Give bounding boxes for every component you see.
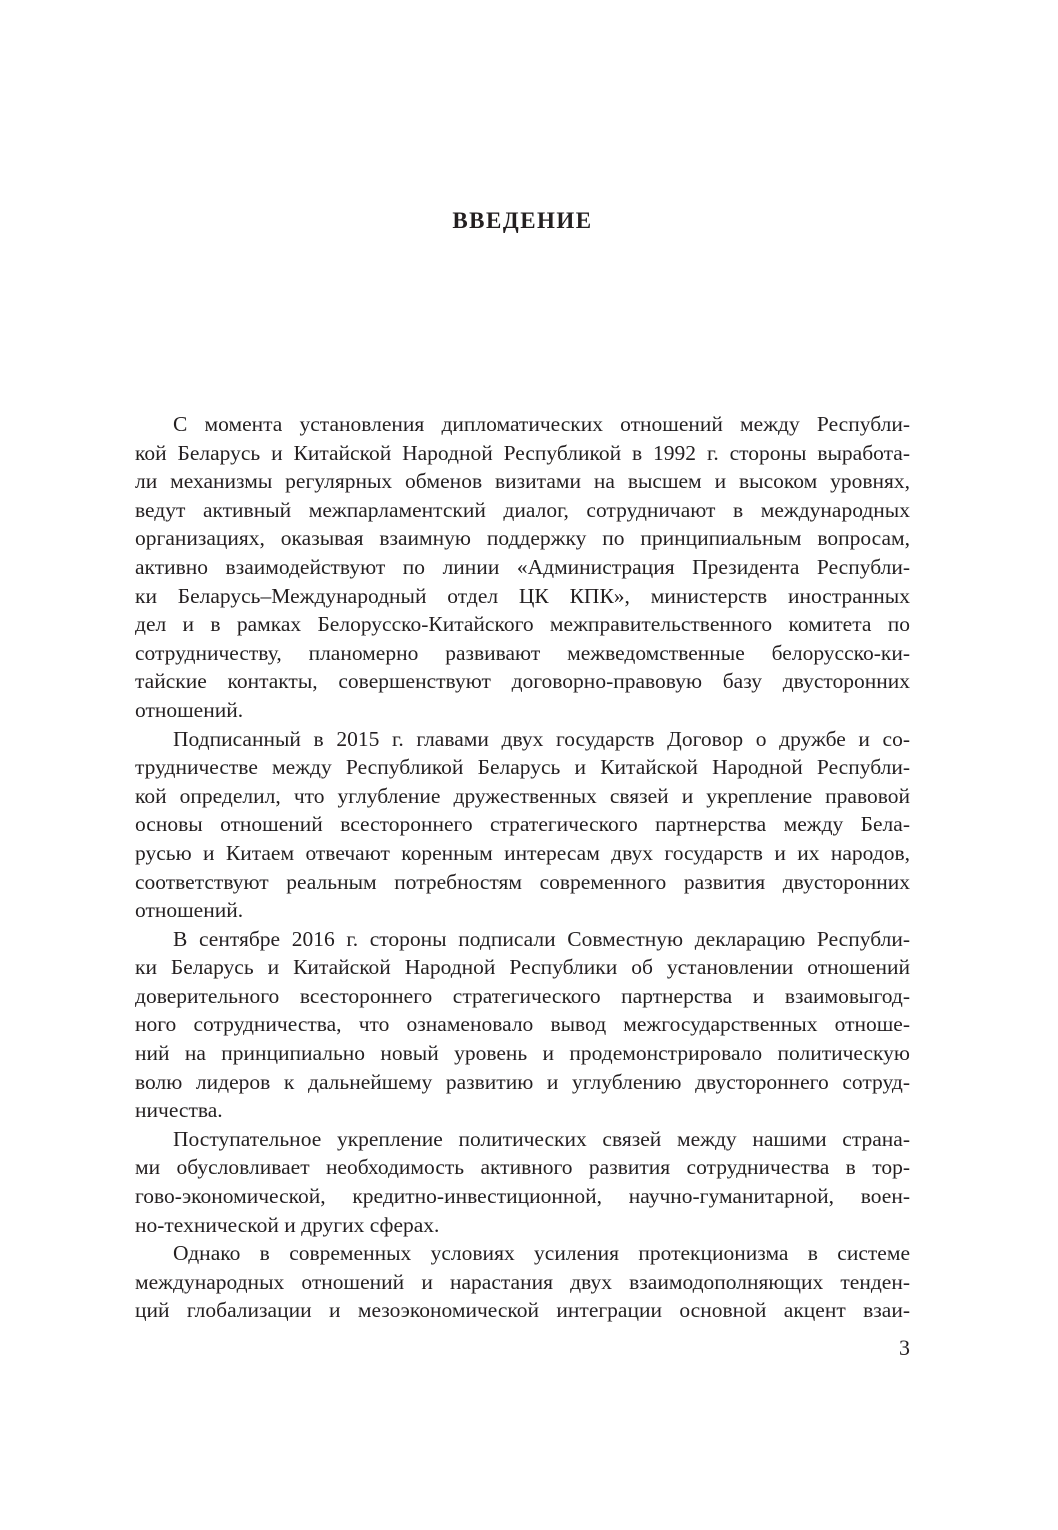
text-line: ничества. [135,1098,223,1123]
text-line: кой Беларусь и Китайской Народной Республикой в 1992 г. стороны выработа- [135,440,910,465]
text-line: ки Беларусь–Международный отдел ЦК КПК», министерств иностранных [135,583,910,608]
text-line: Поступательное укрепление политических связей между нашими страна- [173,1126,910,1151]
page-title: ВВЕДЕНИЕ [452,208,593,233]
text-line: Однако в современных условиях усиления протекционизма в системе [173,1241,910,1266]
text-line: волю лидеров к дальнейшему развитию и углублению двустороннего сотруд- [135,1069,910,1094]
paragraph-4 [135,1125,910,1239]
text-line: организациях, оказывая взаимную поддержку по принципиальным вопросам, [135,526,910,551]
text-line: тайские контакты, совершенствуют договорно-правовую базу двусторонних [135,669,910,694]
paragraph-3 [135,925,910,1125]
text-line: отношений. [135,697,244,722]
text-line: ми обусловливает необходимость активного развития сотрудничества в тор- [135,1155,910,1180]
text-line: ний на принципиально новый уровень и продемонстрировало политическую [135,1041,910,1066]
text-line: дел и в рамках Белорусско-Китайского межправительственного комитета по [135,612,910,637]
text-line: ки Беларусь и Китайской Народной Республики об установлении отношений [135,955,910,980]
body-text [135,410,910,1325]
text-line: но-технической и других сферах. [135,1212,440,1237]
text-line: ций глобализации и мезоэкономической интеграции основной акцент взаи- [135,1298,910,1323]
text-line: русью и Китаем отвечают коренным интересам двух государств и их народов, [135,840,910,865]
text-line: основы отношений всестороннего стратегического партнерства между Бела- [135,812,910,837]
text-line: трудничестве между Республикой Беларусь и Китайской Народной Республи- [135,755,910,780]
text-line: соответствуют реальным потребностям современного развития двусторонних [135,869,910,894]
text-line: ного сотрудничества, что ознаменовало вывод межгосударственных отноше- [135,1012,910,1037]
text-line: В сентябре 2016 г. стороны подписали Совместную декларацию Республи- [173,926,910,951]
paragraph-2 [135,725,910,925]
page-number: 3 [899,1335,910,1360]
text-line: ли механизмы регулярных обменов визитами на высшем и высоком уровнях, [135,469,910,494]
paragraph-1 [135,410,910,725]
text-line: ведут активный межпарламентский диалог, сотрудничают в международных [135,497,910,522]
text-line: С момента установления дипломатических отношений между Республи- [173,412,910,436]
text-line: активно взаимодействуют по линии «Администрация Президента Республи- [135,554,910,579]
text-line: сотрудничеству, планомерно развивают межведомственные белорусско-ки- [135,640,910,665]
text-line: гово-экономической, кредитно-инвестиционной, научно-гуманитарной, воен- [135,1184,910,1209]
text-line: международных отношений и нарастания двух взаимодополняющих тенден- [135,1269,910,1294]
text-line: отношений. [135,898,244,923]
text-line: кой определил, что углубление дружественных связей и укрепление правовой [135,783,910,808]
text-line: Подписанный в 2015 г. главами двух государств Договор о дружбе и со- [173,726,910,751]
paragraph-5 [135,1239,910,1325]
text-line: доверительного всестороннего стратегического партнерства и взаимовыгод- [135,983,910,1008]
